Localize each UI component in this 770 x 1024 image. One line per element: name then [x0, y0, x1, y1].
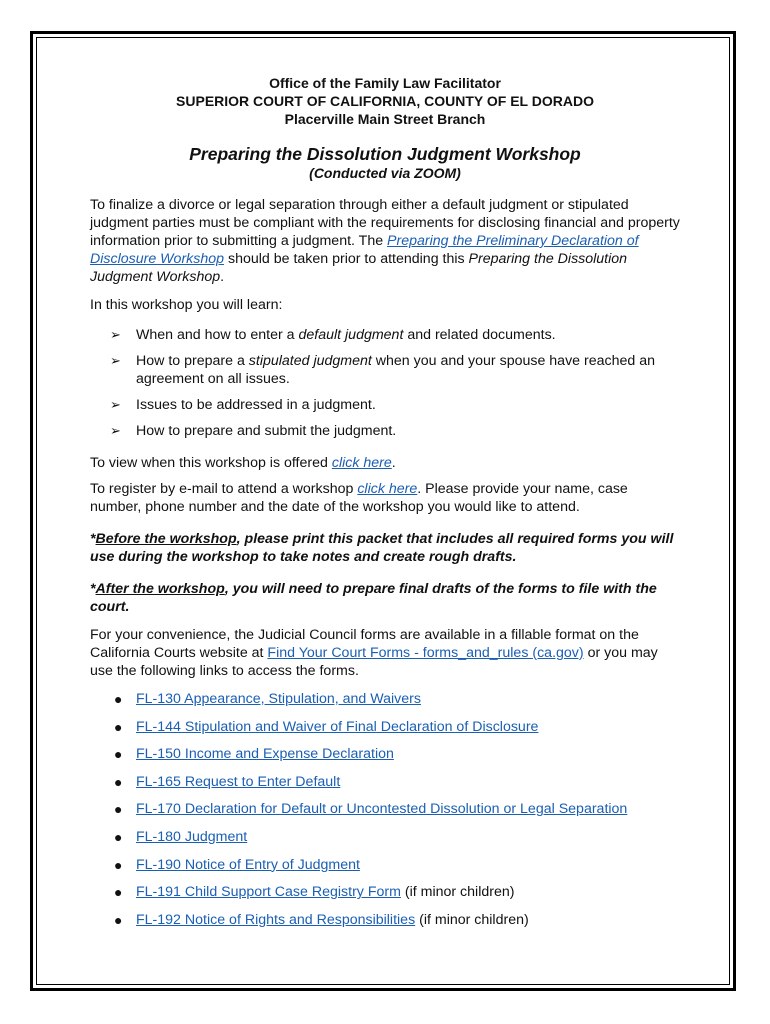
round-bullet-icon: ●: [114, 828, 123, 845]
form-list-item: [114, 718, 680, 736]
view-schedule-text: To view when this workshop is offered: [90, 455, 332, 471]
learn-item-emphasis: default judgment: [298, 327, 404, 343]
form-link-fl-130[interactable]: FL-130 Appearance, Stipulation, and Waivers: [136, 691, 421, 707]
register-email-link[interactable]: click here: [357, 481, 418, 497]
arrowhead-bullet-icon: ➢: [110, 397, 121, 412]
page-subtitle: (Conducted via ZOOM): [309, 165, 461, 181]
convenience-text: For your convenience, the Judicial Council forms are available in a fillable format on the California Courts website at: [90, 627, 639, 661]
form-link-fl-144[interactable]: FL-144 Stipulation and Waiver of Final Declaration of Disclosure: [136, 718, 539, 735]
header-court: SUPERIOR COURT OF CALIFORNIA, COUNTY OF EL DORADO: [176, 93, 594, 109]
intro-text-3: Preparing the Dissolution Judgment Workshop: [90, 251, 628, 285]
before-workshop-text: , please print this packet that includes all required forms you will use during the workshop to take notes and create rough drafts.: [90, 531, 674, 565]
document-content: [90, 74, 680, 938]
before-workshop-heading: Before the workshop: [95, 531, 237, 547]
form-list-item: [114, 773, 680, 791]
after-star: *: [90, 581, 96, 597]
after-workshop-notice: [90, 580, 680, 616]
learn-item: [110, 352, 680, 388]
learn-item: [110, 422, 680, 440]
round-bullet-icon: ●: [114, 718, 123, 735]
learn-item-text-end: and related documents.: [403, 327, 556, 343]
find-court-forms-link[interactable]: Find Your Court Forms - forms_and_rules (ca.gov): [267, 645, 584, 661]
before-star: *: [90, 531, 96, 547]
arrowhead-bullet-icon: ➢: [110, 327, 121, 342]
arrowhead-bullet-icon: ➢: [110, 423, 121, 438]
form-link-fl-165[interactable]: FL-165 Request to Enter Default: [136, 773, 341, 790]
after-workshop-text: , you will need to prepare final drafts of the forms to file with the court.: [90, 581, 657, 615]
round-bullet-icon: ●: [114, 801, 123, 818]
round-bullet-icon: ●: [114, 691, 123, 707]
form-link-fl-190[interactable]: FL-190 Notice of Entry of Judgment: [136, 856, 360, 873]
header-branch: Placerville Main Street Branch: [284, 111, 486, 127]
register-paragraph: [90, 480, 680, 516]
round-bullet-icon: ●: [114, 856, 123, 873]
intro-text-4: .: [220, 269, 225, 285]
learn-item-text: When and how to enter a: [136, 327, 299, 343]
convenience-text-end: or you may use the following links to access the forms.: [90, 645, 658, 679]
intro-text-2: should be taken prior to attending this: [224, 251, 469, 267]
form-link-fl-170[interactable]: FL-170 Declaration for Default or Uncontested Dissolution or Legal Separation: [136, 801, 628, 818]
header-office: Office of the Family Law Facilitator: [269, 75, 501, 91]
intro-paragraph: [90, 196, 680, 286]
form-list-item: [114, 800, 680, 818]
after-workshop-heading: After the workshop: [95, 581, 225, 597]
round-bullet-icon: ●: [114, 746, 123, 763]
view-schedule-link[interactable]: click here: [331, 455, 392, 471]
register-text-end: . Please provide your name, case number, phone number and the date of the workshop you would like to attend.: [90, 481, 628, 515]
form-list-item: [114, 690, 680, 708]
forms-list: [90, 690, 680, 929]
page-title: Preparing the Dissolution Judgment Workshop: [189, 144, 581, 164]
learn-intro: In this workshop you will learn:: [90, 297, 283, 313]
round-bullet-icon: ●: [114, 773, 123, 790]
learn-item: [110, 326, 680, 344]
convenience-paragraph: [90, 626, 680, 680]
view-schedule-end: .: [391, 455, 396, 471]
before-workshop-notice: [90, 530, 680, 566]
form-link-fl-150[interactable]: FL-150 Income and Expense Declaration: [136, 746, 394, 763]
learn-item-text-end: when you and your spouse have reached an agreement on all issues.: [136, 353, 655, 387]
form-list-item: [114, 745, 680, 763]
preliminary-disclosure-workshop-link[interactable]: Preparing the Preliminary Declaration of Disclosure Workshop: [90, 233, 639, 267]
form-link-fl-192[interactable]: FL-192 Notice of Rights and Responsibilities: [136, 911, 416, 928]
form-list-item: [114, 911, 680, 929]
form-note: (if minor children): [415, 911, 529, 928]
intro-text-1: To finalize a divorce or legal separation through either a default judgment or stipulated judgment parties must be compliant with the requirements for disclosing financial and property information prior to submitting a judgment. The: [90, 197, 680, 249]
form-note: (if minor children): [400, 884, 515, 901]
form-link-fl-180[interactable]: FL-180 Judgment: [136, 828, 248, 845]
round-bullet-icon: ●: [114, 884, 123, 901]
learn-item-text: How to prepare a: [136, 353, 249, 369]
form-list-item: [114, 828, 680, 846]
learn-item-text: How to prepare and submit the judgment.: [136, 423, 397, 439]
learn-item-emphasis: stipulated judgment: [248, 353, 372, 369]
arrowhead-bullet-icon: ➢: [110, 353, 121, 368]
document-header: [90, 74, 680, 128]
form-link-fl-191[interactable]: FL-191 Child Support Case Registry Form: [136, 884, 401, 901]
learn-item-text: Issues to be addressed in a judgment.: [136, 397, 376, 413]
learn-item: [110, 396, 680, 414]
register-text: To register by e-mail to attend a workshop: [90, 481, 358, 497]
learn-list: [90, 326, 680, 440]
view-schedule-paragraph: [90, 454, 680, 472]
form-list-item: [114, 883, 680, 901]
form-list-item: [114, 856, 680, 874]
round-bullet-icon: ●: [114, 911, 123, 928]
